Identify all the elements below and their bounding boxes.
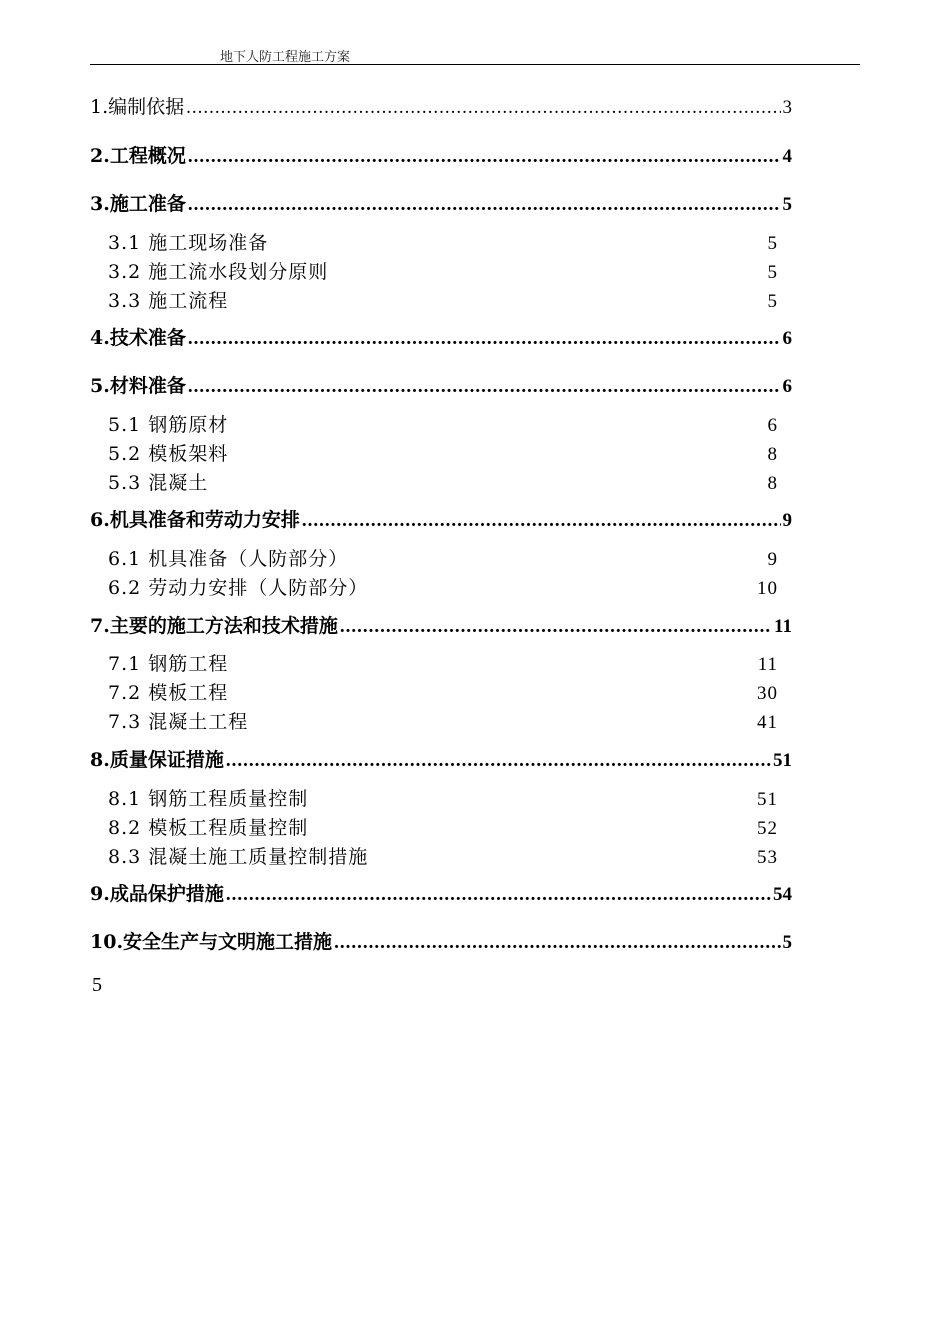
leader-dots [334, 932, 780, 954]
toc-page: 10 [757, 578, 778, 599]
toc-page: 5 [782, 932, 792, 953]
toc-entry-7-1[interactable] [108, 649, 778, 676]
leader-dots [188, 328, 781, 350]
toc-page: 8 [767, 473, 778, 494]
toc-label: 6.2 劳动力安排（人防部分） [108, 577, 369, 599]
toc-page: 11 [774, 616, 792, 637]
toc-label: 7.1 钢筋工程 [108, 653, 229, 675]
leader-dots [188, 194, 781, 216]
toc-label: 8.2 模板工程质量控制 [108, 817, 309, 839]
toc-label: 5.材料准备 [90, 375, 186, 397]
toc-page: 6 [767, 415, 778, 436]
toc-label: 10.安全生产与文明施工措施 [90, 931, 333, 953]
toc-page: 3 [782, 97, 792, 118]
toc-label: 9.成品保护措施 [90, 883, 224, 905]
toc-page: 51 [757, 789, 778, 810]
toc-page: 52 [757, 818, 778, 839]
toc-page: 5 [767, 233, 778, 254]
page-header [90, 44, 860, 65]
toc-entry-7[interactable] [90, 611, 792, 638]
toc-entry-6-1[interactable] [108, 544, 778, 571]
toc-page: 5 [782, 194, 792, 215]
overflow-page-number: 5 [92, 974, 102, 996]
toc-entry-9[interactable] [90, 879, 792, 906]
toc-entry-5-3[interactable] [108, 468, 778, 495]
toc-entry-1[interactable] [90, 92, 792, 119]
toc-label: 7.主要的施工方法和技术措施 [90, 615, 338, 637]
toc-label: 8.质量保证措施 [90, 749, 224, 771]
leader-dots [186, 97, 780, 119]
toc-page: 41 [757, 712, 778, 733]
toc-label: 8.1 钢筋工程质量控制 [108, 788, 309, 810]
toc-entry-5-2[interactable] [108, 439, 778, 466]
toc-entry-4[interactable] [90, 323, 792, 350]
toc-page: 11 [757, 654, 778, 675]
toc-label: 5.2 模板架料 [108, 443, 229, 465]
toc-label: 8.3 混凝土施工质量控制措施 [108, 846, 369, 868]
toc-label: 7.3 混凝土工程 [108, 711, 249, 733]
toc-entry-8-1[interactable] [108, 784, 778, 811]
toc-entry-8-2[interactable] [108, 813, 778, 840]
toc-label: 3.3 施工流程 [108, 290, 229, 312]
toc-page: 4 [782, 146, 792, 167]
toc-entry-6-2[interactable] [108, 573, 778, 600]
toc-label: 6.机具准备和劳动力安排 [90, 509, 300, 531]
toc-page: 5 [767, 262, 778, 283]
toc-entry-7-2[interactable] [108, 678, 778, 705]
toc-page: 9 [782, 510, 792, 531]
toc-entry-6[interactable] [90, 505, 792, 532]
toc-entry-10[interactable] [90, 927, 792, 954]
toc-page: 51 [773, 750, 792, 771]
toc-label: 4.技术准备 [90, 327, 186, 349]
toc-label: 3.施工准备 [90, 193, 186, 215]
toc-label: 2.工程概况 [90, 145, 186, 167]
toc-entry-7-3[interactable] [108, 707, 778, 734]
toc-page: 30 [757, 683, 778, 704]
leader-dots [188, 376, 781, 398]
toc-page: 8 [767, 444, 778, 465]
leader-dots [302, 510, 781, 532]
toc-label: 6.1 机具准备（人防部分） [108, 548, 349, 570]
toc-label: 5.3 混凝土 [108, 472, 209, 494]
leader-dots [340, 616, 772, 638]
toc-label: 1.编制依据 [90, 96, 185, 118]
leader-dots [188, 146, 781, 168]
toc-label: 3.2 施工流水段划分原则 [108, 261, 329, 283]
toc-page: 54 [773, 884, 792, 905]
toc-page: 5 [767, 291, 778, 312]
toc-entry-3[interactable] [90, 189, 792, 216]
toc-page: 6 [782, 328, 792, 349]
toc-entry-8-3[interactable] [108, 842, 778, 869]
toc-entry-5[interactable] [90, 371, 792, 398]
toc-label: 3.1 施工现场准备 [108, 232, 269, 254]
toc-entry-8[interactable] [90, 745, 792, 772]
document-title: 地下人防工程施工方案 [220, 50, 351, 65]
toc-entry-5-1[interactable] [108, 410, 778, 437]
leader-dots [226, 884, 771, 906]
toc-page: 9 [767, 549, 778, 570]
toc-page: 53 [757, 847, 778, 868]
toc-entry-3-1[interactable] [108, 228, 778, 255]
leader-dots [226, 750, 771, 772]
toc-entry-2[interactable] [90, 141, 792, 168]
toc-page: 6 [782, 376, 792, 397]
toc-label: 5.1 钢筋原材 [108, 414, 229, 436]
toc-label: 7.2 模板工程 [108, 682, 229, 704]
toc-entry-3-3[interactable] [108, 286, 778, 313]
toc-entry-3-2[interactable] [108, 257, 778, 284]
